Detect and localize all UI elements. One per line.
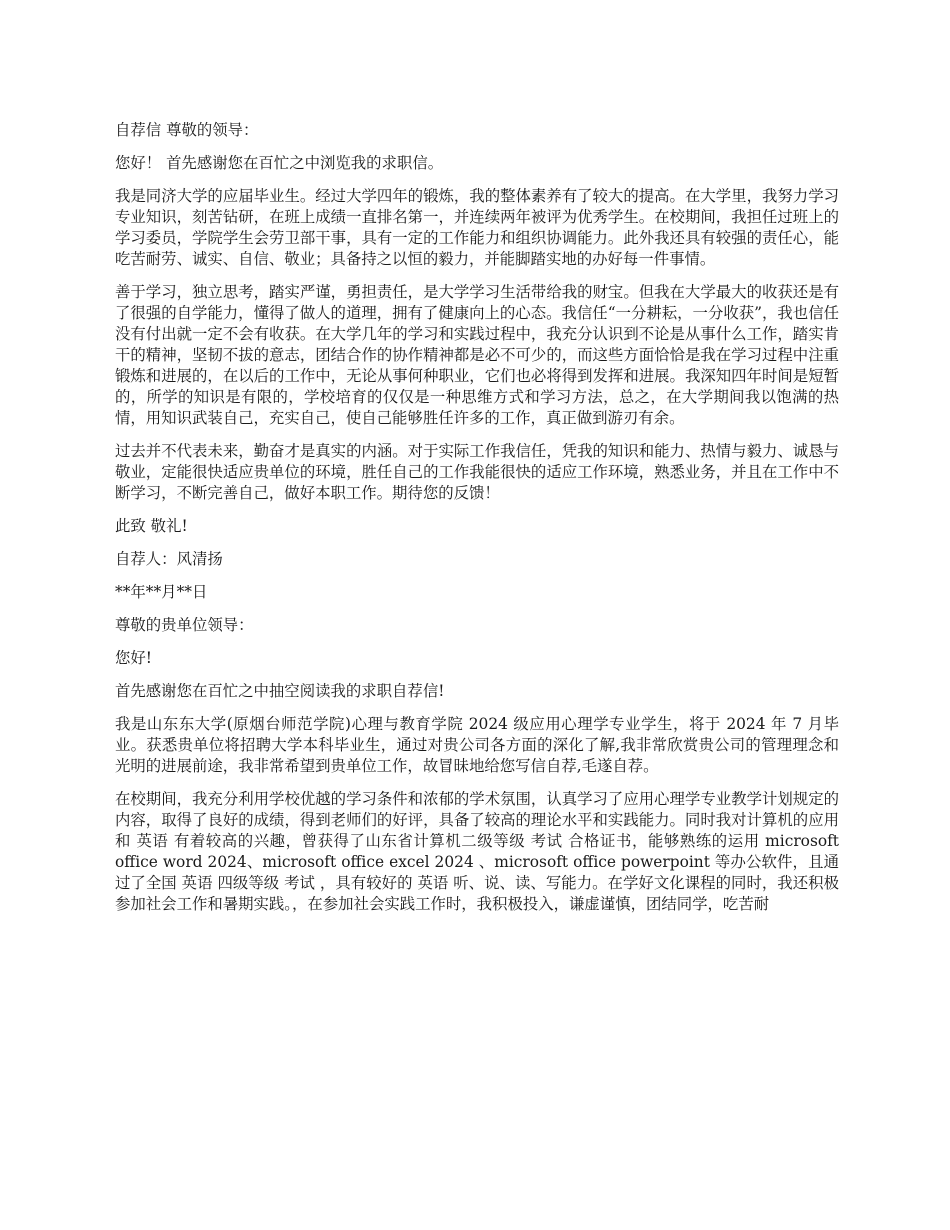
greeting-paragraph: 您好！ 首先感谢您在百忙之中浏览我的求职信。 xyxy=(115,154,444,172)
greeting-paragraph: 您好! xyxy=(115,649,152,667)
body-paragraph: 在校期间，我充分利用学校优越的学习条件和浓郁的学术氛围，认真学习了应用心理学专业教学计划规定的内容，取得了良好的成绩，得到老师们的好评，具备了较高的理论水平和实践能力。同时我对计算机的应用和 英语 有着较高的兴趣，曾获得了山东省计算机二级等级 考试 合格证书，能够熟练的运用 microsoft office word 2024、microsoft office excel 2024 、microsoft office powerpoint 等办公软件，且通过了全国 英语 四级等级 考试 ，具有较好的 英语 听、说、读、写能力。在学好文化课程的同时，我还积极参加社会工作和暑期实践。，在参加社会实践工作时，我积极投入，谦虚谨慎，团结同学，吃苦耐 xyxy=(115,790,839,913)
body-paragraph: 首先感谢您在百忙之中抽空阅读我的求职自荐信! xyxy=(115,682,445,700)
body-paragraph: 我是同济大学的应届毕业生。经过大学四年的锻炼，我的整体素养有了较大的提高。在大学里，我努力学习专业知识，刻苦钻研，在班上成绩一直排名第一，并连续两年被评为优秀学生。在校期间，我担任过班上的学习委员，学院学生会劳卫部干事，具有一定的工作能力和组织协调能力。此外我还具有较强的责任心，能吃苦耐劳、诚实、自信、敬业；具备持之以恒的毅力，并能脚踏实地的办好每一件事情。 xyxy=(115,187,839,268)
body-paragraph: 善于学习，独立思考，踏实严谨，勇担责任，是大学学习生活带给我的财宝。但我在大学最大的收获还是有了很强的自学能力，懂得了做人的道理，拥有了健康向上的心态。我信任“一分耕耘，一分收获”，我也信任没有付出就一定不会有收获。在大学几年的学习和实践过程中，我充分认识到不论是从事什么工作，踏实肯干的精神，坚韧不拔的意志，团结合作的协作精神都是必不可少的，而这些方面恰恰是我在学习过程中注重锻炼和进展的，在以后的工作中，无论从事何种职业，它们也必将得到发挥和进展。我深知四年时间是短暂的，所学的知识是有限的，学校培育的仅仅是一种思维方式和学习方法，总之，在大学期间我以饱满的热情，用知识武装自己，充实自己，使自己能够胜任许多的工作，真正做到游刃有余。 xyxy=(115,283,839,427)
body-paragraph: 我是山东东大学(原烟台师范学院)心理与教育学院 2024 级应用心理学专业学生，将于 2024 年 7 月毕业。获悉贵单位将招聘大学本科毕业生，通过对贵公司各方面的深化了解,我非常欣赏贵公司的管理理念和光明的进展前途，我非常希望到贵单位工作，故冒昧地给您写信自荐,毛遂自荐。 xyxy=(115,715,839,775)
body-paragraph: 过去并不代表未来，勤奋才是真实的内涵。对于实际工作我信任，凭我的知识和能力、热情与毅力、诚恳与敬业，定能很快适应贵单位的环境，胜任自己的工作我能很快的适应工作环境，熟悉业务，并且在工作中不断学习，不断完善自己，做好本职工作。期待您的反馈！ xyxy=(115,442,839,502)
date-line: **年**月**日 xyxy=(115,583,208,601)
letter-page xyxy=(115,120,839,1105)
letter-heading: 自荐信 尊敬的领导： xyxy=(115,121,259,139)
signature-line: 自荐人：风清扬 xyxy=(115,550,223,568)
second-letter-salutation: 尊敬的贵单位领导： xyxy=(115,616,254,634)
closing-line: 此致 敬礼! xyxy=(115,517,188,535)
